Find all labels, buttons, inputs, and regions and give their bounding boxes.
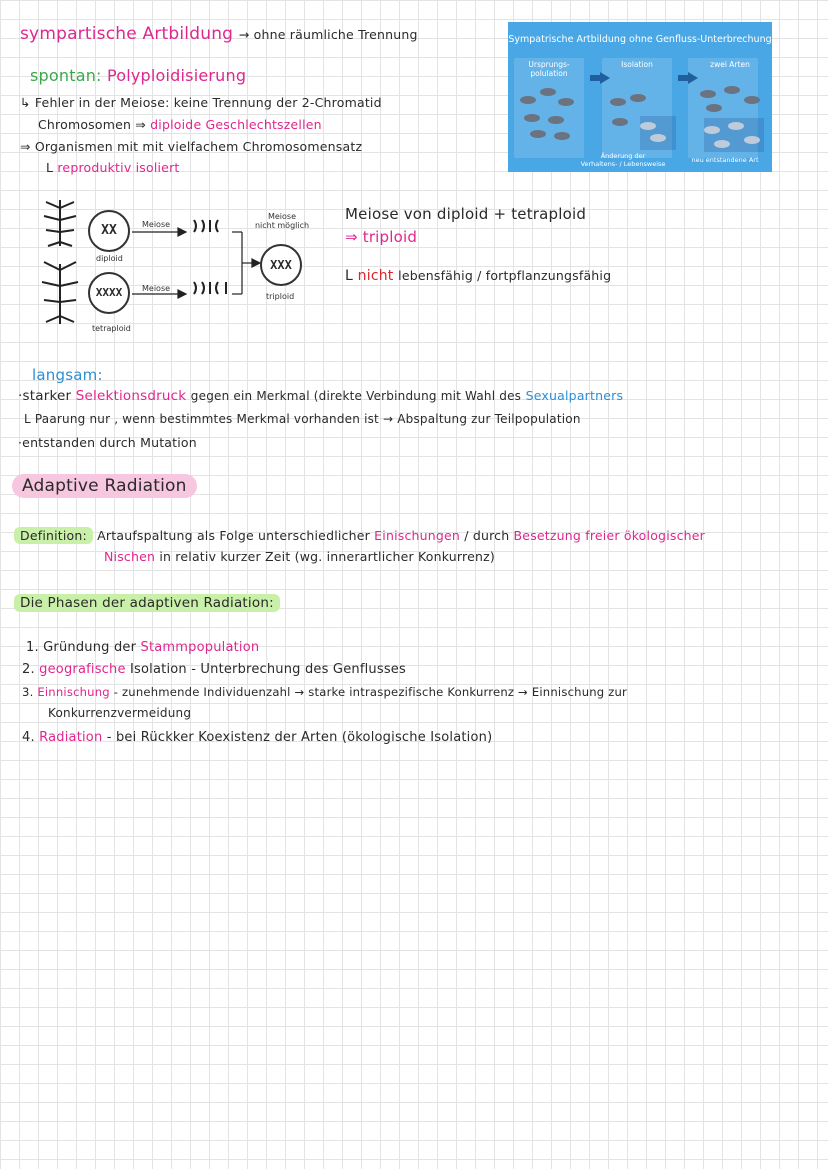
meiose-not-possible-label: Meiose nicht möglich — [254, 212, 310, 230]
meiose-label-bottom: Meiose — [142, 284, 171, 293]
langsam-line-1-c: gegen ein Merkmal (direkte Verbindung mit Wahl des — [190, 389, 522, 403]
phase-4-b: Radiation — [39, 730, 103, 745]
figure-note-new-species: neu entstandene Art — [691, 156, 759, 164]
phase-3-continued: Konkurrenzvermeidung — [48, 706, 192, 720]
spontan-line-2-b: diploide Geschlechtszellen — [150, 117, 322, 132]
definition-line-2 — [104, 549, 495, 564]
meiose-label-top: Meiose — [142, 220, 171, 229]
phases-heading: Die Phasen der adaptiven Radiation: — [14, 594, 280, 612]
phase-1-b: Stammpopulation — [140, 640, 260, 655]
title-suffix: → ohne räumliche Trennung — [238, 27, 418, 42]
phase-3-a: 3. — [22, 685, 34, 699]
spontan-term: Polyploidisierung — [106, 66, 247, 85]
spontan-line-4-a: L — [46, 160, 54, 175]
meiose-note-line-3-b: nicht — [357, 268, 394, 284]
figure-title: Sympatrische Artbildung ohne Genfluss-Unterbrechung — [508, 34, 772, 45]
phase-2-b: geografische — [39, 662, 126, 677]
definition-line-2-a: Nischen — [104, 549, 156, 564]
phase-3 — [22, 685, 627, 699]
meiose-note-line-3-c: lebensfähig / fortpflanzungsfähig — [398, 268, 612, 283]
definition-line-1-d: Besetzung freier ökologischer — [513, 528, 706, 543]
meiose-note-line-2: ⇒ triploid — [345, 228, 418, 246]
meiosis-figure — [36, 190, 336, 340]
tetraploid-label: tetraploid — [92, 324, 131, 333]
figure-label-origin: Ursprungs- polulation — [528, 60, 570, 78]
langsam-line-1 — [18, 388, 623, 404]
spontan-line-1: ↳ Fehler in der Meiose: keine Trennung der 2-Chromatid — [20, 95, 382, 110]
diploid-cell: XX — [88, 210, 130, 252]
title-term: sympartische Artbildung — [20, 24, 234, 44]
speciation-figure — [508, 22, 772, 172]
figure-label-isolation: Isolation — [621, 60, 653, 69]
definition-line-1-a: Artaufspaltung als Folge unterschiedlicher — [97, 528, 370, 543]
definition-line-1-b: Einischungen — [374, 528, 461, 543]
phase-2 — [22, 662, 406, 677]
spontan-label: spontan: — [30, 66, 102, 85]
meiose-note-line-1: Meiose von diploid + tetraploid — [345, 205, 587, 223]
spontan-line-3: ⇒ Organismen mit mit vielfachem Chromosomensatz — [20, 139, 363, 154]
langsam-line-2: L Paarung nur , wenn bestimmtes Merkmal vorhanden ist → Abspaltung zur Teilpopulation — [24, 412, 581, 426]
triploid-cell: XXX — [260, 244, 302, 286]
phase-2-a: 2. — [22, 662, 35, 677]
figure-label-two-species: zwei Arten — [710, 60, 750, 69]
pigeons-illustration — [508, 22, 772, 172]
phase-3-b: Einnischung — [37, 685, 110, 699]
spontan-line-2 — [38, 117, 322, 132]
langsam-label: langsam: — [32, 366, 103, 384]
figure-note-behavior: Änderung der Verhaltens- / Lebensweise — [580, 152, 666, 168]
phase-2-c: Isolation - Unterbrechung des Genflusses — [130, 662, 406, 677]
definition-line-2-b: in relativ kurzer Zeit (wg. innerartlicher Konkurrenz) — [159, 549, 495, 564]
spontan-line-4-b: reproduktiv isoliert — [57, 160, 180, 175]
langsam-line-3: ·entstanden durch Mutation — [18, 435, 197, 450]
phase-3-c: - zunehmende Individuenzahl → starke intraspezifische Konkurrenz → Einnischung zur — [113, 685, 628, 699]
phase-1 — [26, 640, 259, 655]
langsam-line-1-b: Selektionsdruck — [75, 388, 187, 404]
meiose-note-line-3 — [345, 268, 611, 284]
spontan-line-2-a: Chromosomen ⇒ — [38, 117, 146, 132]
diploid-label: diploid — [96, 254, 123, 263]
phase-4 — [22, 730, 492, 745]
phase-1-a: 1. Gründung der — [26, 640, 137, 655]
adaptive-radiation-heading: Adaptive Radiation — [12, 474, 197, 498]
triploid-label: triploid — [266, 292, 295, 301]
tetraploid-cell: XXXX — [88, 272, 130, 314]
definition-line-1 — [14, 528, 705, 543]
spontan-heading — [30, 66, 246, 85]
meiose-note-line-3-a: L — [345, 268, 353, 284]
phase-4-c: - bei Rückker Koexistenz der Arten (ökologische Isolation) — [106, 730, 493, 745]
definition-line-1-c: / durch — [464, 528, 510, 543]
langsam-line-1-d: Sexualpartners — [525, 388, 624, 403]
phase-4-a: 4. — [22, 730, 35, 745]
definition-label: Definition: — [14, 527, 93, 544]
spontan-line-4 — [46, 160, 180, 175]
page-title — [20, 24, 418, 44]
langsam-line-1-a: ·starker — [18, 388, 72, 404]
